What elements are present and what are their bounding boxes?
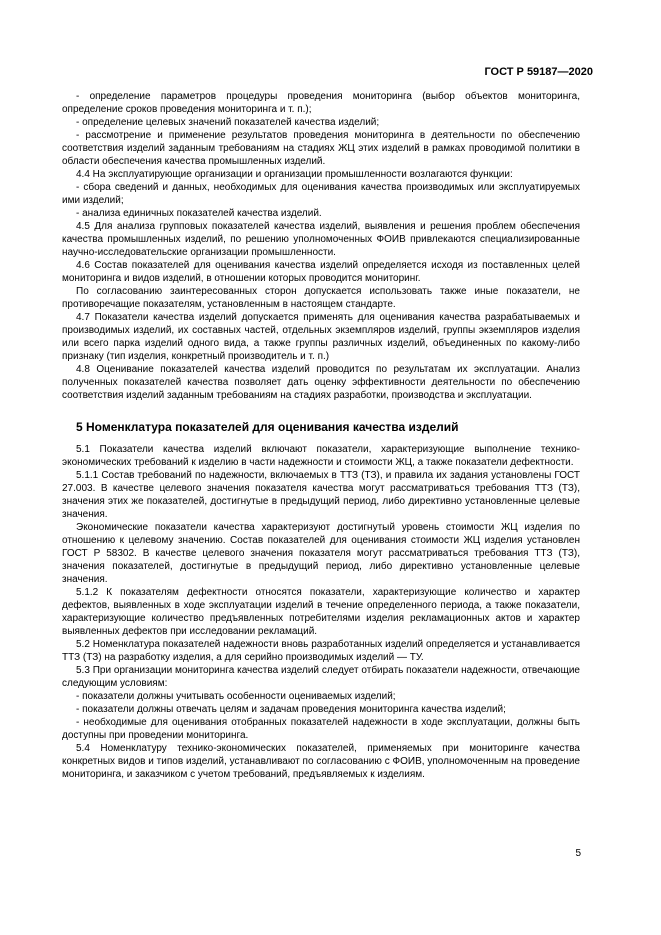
paragraph: 4.7 Показатели качества изделий допускается применять для оценивания качества разрабатываемых и производимых изделий, их составных частей, отдельных экземпляров изделий, группы экземпляров изделия или всего парка изделий одного вида, а также группы различных изделий, объединенных по какому-либо признаку (тип изделия, конкретный производитель и т. п.) bbox=[62, 312, 580, 362]
document-code: ГОСТ Р 59187—2020 bbox=[484, 66, 593, 78]
paragraph: - определение целевых значений показателей качества изделий; bbox=[76, 117, 380, 128]
paragraph: 5.3 При организации мониторинга качества изделий следует отбирать показатели надежности, отвечающие следующим условиям: bbox=[62, 665, 580, 689]
paragraph: 5.1 Показатели качества изделий включают показатели, характеризующие выполнение технико-экономических требований к изделию в части надежности и стоимости ЖЦ, а также показатели дефектности. bbox=[62, 444, 580, 468]
paragraph: 5.1.2 К показателям дефектности относятся показатели, характеризующие количество и характер дефектов, выявленных в ходе эксплуатации изделий в течение определенного периода, а также показатели, характеризующие количество предъявленных потребителями изделия рекламационных актов и характер выявленных дефектов при исследовании рекламаций. bbox=[62, 587, 580, 637]
paragraph: Экономические показатели качества характеризуют достигнутый уровень стоимости ЖЦ изделия по отношению к целевому значению. Состав показателей для оценивания стоимости ЖЦ изделия установлен ГОСТ Р 58302. В качестве целевого значения показателя могут рассматриваться требования ТТЗ (ТЗ), значения показателей, достигнутые в предыдущий период, либо директивно установленные целевые значения. bbox=[62, 522, 580, 585]
paragraph: - показатели должны отвечать целям и задачам проведения мониторинга качества изделий; bbox=[76, 704, 506, 715]
paragraph: - определение параметров процедуры проведения мониторинга (выбор объектов мониторинга, определение сроков проведения мониторинга и т. п.); bbox=[62, 91, 580, 115]
paragraph: 4.6 Состав показателей для оценивания качества изделий определяется исходя из поставленных целей мониторинга и видов изделий, в отношении которых проводится мониторинг. bbox=[62, 260, 580, 284]
paragraph: По согласованию заинтересованных сторон допускается использовать также иные показатели, не противоречащие показателям, установленным в настоящем стандарте. bbox=[62, 286, 580, 310]
section-spacer bbox=[62, 402, 580, 420]
paragraph: 4.5 Для анализа групповых показателей качества изделий, выявления и решения проблем обеспечения качества промышленных изделий, по решению уполномоченных ФОИВ привлекаются специализированные научно-исследовательские организации промышленности. bbox=[62, 221, 580, 258]
page-body bbox=[62, 90, 580, 781]
paragraph: - сбора сведений и данных, необходимых для оценивания качества производимых или эксплуатируемых ими изделий; bbox=[62, 182, 580, 206]
paragraph: 4.4 На эксплуатирующие организации и организации промышленности возлагаются функции: bbox=[76, 169, 513, 180]
paragraph: - анализа единичных показателей качества изделий. bbox=[76, 208, 322, 219]
paragraph: 4.8 Оценивание показателей качества изделий проводится по результатам их эксплуатации. Анализ полученных показателей качества позволяет дать оценку эффективности деятельности по обеспечению соответствия изделий заданным требованиям на стадиях разработки, производства и эксплуатации. bbox=[62, 364, 580, 401]
page-number: 5 bbox=[575, 848, 581, 859]
paragraph: 5.4 Номенклатуру технико-экономических показателей, применяемых при мониторинге качества конкретных видов и типов изделий, устанавливают по согласованию с ФОИВ, уполномоченным на проведение мониторинга, и заказчиком с учетом требований, предъявляемых к изделиям. bbox=[62, 743, 580, 780]
section-title: 5 Номенклатура показателей для оценивания качества изделий bbox=[76, 420, 459, 434]
paragraph: - показатели должны учитывать особенности оцениваемых изделий; bbox=[76, 691, 396, 702]
paragraph: - необходимые для оценивания отобранных показателей надежности в ходе эксплуатации, должны быть доступны при проведении мониторинга. bbox=[62, 717, 580, 741]
paragraph: - рассмотрение и применение результатов проведения мониторинга в деятельности по обеспечению соответствия изделий заданным требованиям на стадиях ЖЦ этих изделий в рамках проводимой политики в области обеспечения качества промышленных изделий. bbox=[62, 130, 580, 167]
paragraph: 5.2 Номенклатура показателей надежности вновь разработанных изделий определяется и устанавливается ТТЗ (ТЗ) на разработку изделия, а для серийно производимых изделий — ТУ. bbox=[62, 639, 580, 663]
paragraph: 5.1.1 Состав требований по надежности, включаемых в ТТЗ (ТЗ), и правила их задания установлены ГОСТ 27.003. В качестве целевого значения показателя качества могут рассматриваться требования ТТЗ (ТЗ), значения этих же показателей, достигнутые в предыдущий период, либо директивно установленные целевые значения. bbox=[62, 470, 580, 520]
